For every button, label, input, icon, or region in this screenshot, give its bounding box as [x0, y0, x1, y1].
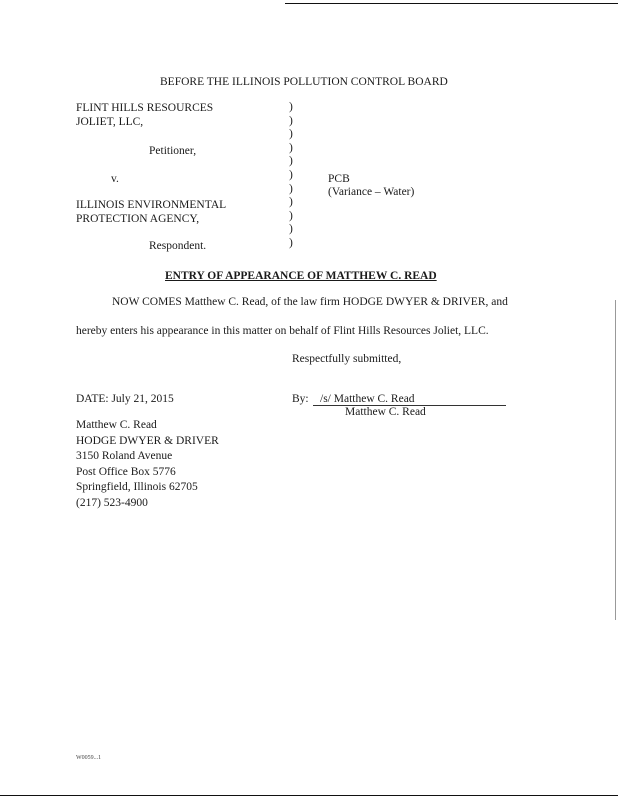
paren: ) [289, 209, 293, 222]
closing: Respectfully submitted, [292, 353, 402, 365]
paren: ) [289, 128, 293, 141]
law-firm: HODGE DWYER & DRIVER [76, 434, 219, 447]
paren: ) [289, 141, 293, 154]
paren: ) [289, 196, 293, 209]
bottom-scan-line [0, 795, 618, 796]
electronic-signature: /s/ Matthew C. Read [320, 393, 415, 405]
document-title: ENTRY OF APPEARANCE OF MATTHEW C. READ [165, 270, 437, 282]
date-line: DATE: July 21, 2015 [76, 393, 174, 405]
signer-name: Matthew C. Read [345, 406, 426, 418]
attorney-name: Matthew C. Read [76, 419, 157, 431]
petitioner-name-line2: JOLIET, LLC, [76, 116, 144, 128]
paren: ) [289, 114, 293, 127]
document-code: W0059...1 [76, 755, 102, 761]
address-block [76, 418, 219, 511]
phone-number: (217) 523-4900 [76, 496, 148, 509]
city-state-zip: Springfield, Illinois 62705 [76, 481, 198, 493]
right-scan-edge [615, 300, 616, 620]
petitioner-name-line1: FLINT HILLS RESOURCES [76, 102, 214, 114]
board-title: BEFORE THE ILLINOIS POLLUTION CONTROL BOARD [160, 76, 448, 88]
po-box: Post Office Box 5776 [76, 465, 176, 478]
respondent-name-line1: ILLINOIS ENVIRONMENTAL [76, 199, 227, 211]
respondent-name-line2: PROTECTION AGENCY, [76, 213, 200, 225]
body-line-1: NOW COMES Matthew C. Read, of the law firm HODGE DWYER & DRIVER, and [112, 296, 508, 308]
paren: ) [289, 236, 293, 249]
paren: ) [289, 168, 293, 181]
versus: v. [111, 173, 119, 185]
case-type: (Variance – Water) [328, 186, 415, 198]
caption-paren-column [289, 101, 293, 251]
paren: ) [289, 223, 293, 236]
paren: ) [289, 182, 293, 195]
paren: ) [289, 101, 293, 113]
petitioner-role: Petitioner, [149, 145, 197, 157]
respondent-role: Respondent. [149, 240, 207, 252]
by-label: By: [292, 393, 309, 405]
case-number: PCB [328, 173, 350, 185]
street-address: 3150 Roland Avenue [76, 450, 173, 462]
paren: ) [289, 155, 293, 168]
top-scan-line [285, 3, 618, 4]
body-line-2: hereby enters his appearance in this matter on behalf of Flint Hills Resources Joliet, LLC. [76, 325, 489, 337]
